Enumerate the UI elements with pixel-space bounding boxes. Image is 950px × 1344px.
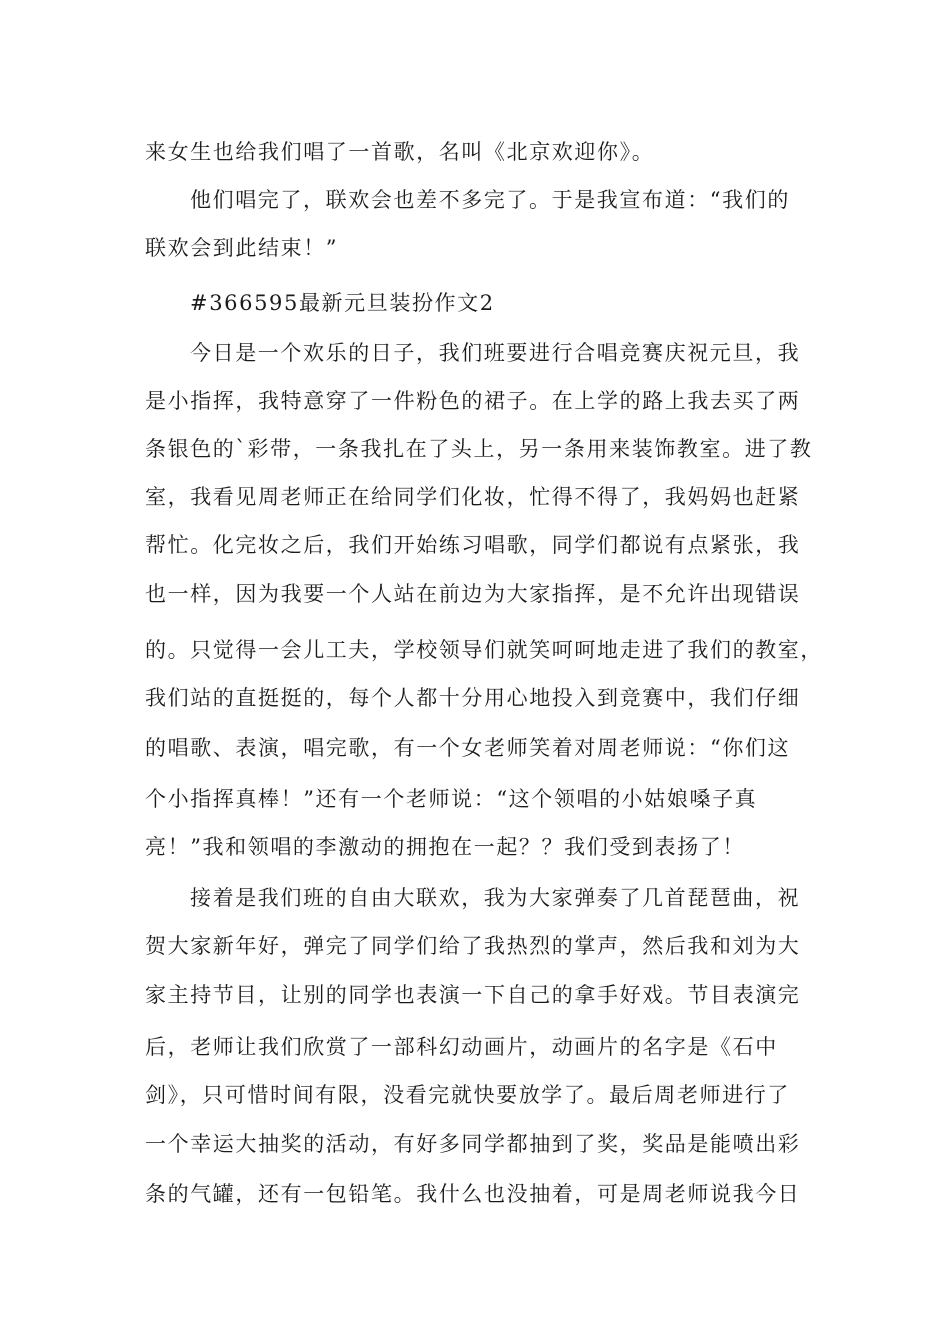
text-line: 家主持节目，让别的同学也表演一下自己的拿手好戏。节目表演完 [145,983,801,1007]
text-line: 条的气罐，还有一包铅笔。我什么也没抽着，可是周老师说我今日 [145,1182,801,1206]
text-line: 是小指挥，我特意穿了一件粉色的裙子。在上学的路上我去买了两 [145,389,801,413]
text-line: 条银色的`彩带，一条我扎在了头上，另一条用来装饰教室。进了教 [145,437,813,461]
text-line: 帮忙。化完妆之后，我们开始练习唱歌，同学们都说有点紧张，我 [145,533,801,557]
paragraph-first-line: 他们唱完了，联欢会也差不多完了。于是我宣布道：“我们的 [190,188,790,212]
paragraph-first-line: 接着是我们班的自由大联欢，我为大家弹奏了几首琵琶曲，祝 [190,886,801,910]
text-line: 的。只觉得一会儿工夫，学校领导们就笑呵呵地走进了我们的教室， [145,638,823,662]
text-line: 一个幸运大抽奖的活动，有好多同学都抽到了奖，奖品是能喷出彩 [145,1132,801,1156]
paragraph-first-line: 今日是一个欢乐的日子，我们班要进行合唱竞赛庆祝元旦，我 [190,341,801,365]
text-line: 室，我看见周老师正在给同学们化妆，忙得不得了，我妈妈也赶紧 [145,485,801,509]
text-line: 贺大家新年好，弹完了同学们给了我热烈的掌声，然后我和刘为大 [145,934,801,958]
text-line: 后，老师让我们欣赏了一部科幻动画片，动画片的名字是《石中 [145,1035,778,1059]
text-line: 个小指挥真棒！”还有一个老师说：“这个领唱的小姑娘嗓子真 [145,787,758,811]
text-line: 亮！”我和领唱的李激动的拥抱在一起？？我们受到表扬了！ [145,835,745,859]
text-line: 也一样，因为我要一个人站在前边为大家指挥，是不允许出现错误 [145,582,801,606]
text-line: 联欢会到此结束！” [145,236,339,260]
text-line: 来女生也给我们唱了一首歌，名叫《北京欢迎你》。 [145,140,655,164]
text-line: 的唱歌、表演，唱完歌，有一个女老师笑着对周老师说：“你们这 [145,736,791,760]
text-line: 我们站的直挺挺的，每个人都十分用心地投入到竞赛中，我们仔细 [145,686,801,710]
text-line: 剑》，只可惜时间有限，没看完就快要放学了。最后周老师进行了 [145,1083,790,1107]
section-heading: #366595最新元旦装扮作文2 [190,291,495,315]
